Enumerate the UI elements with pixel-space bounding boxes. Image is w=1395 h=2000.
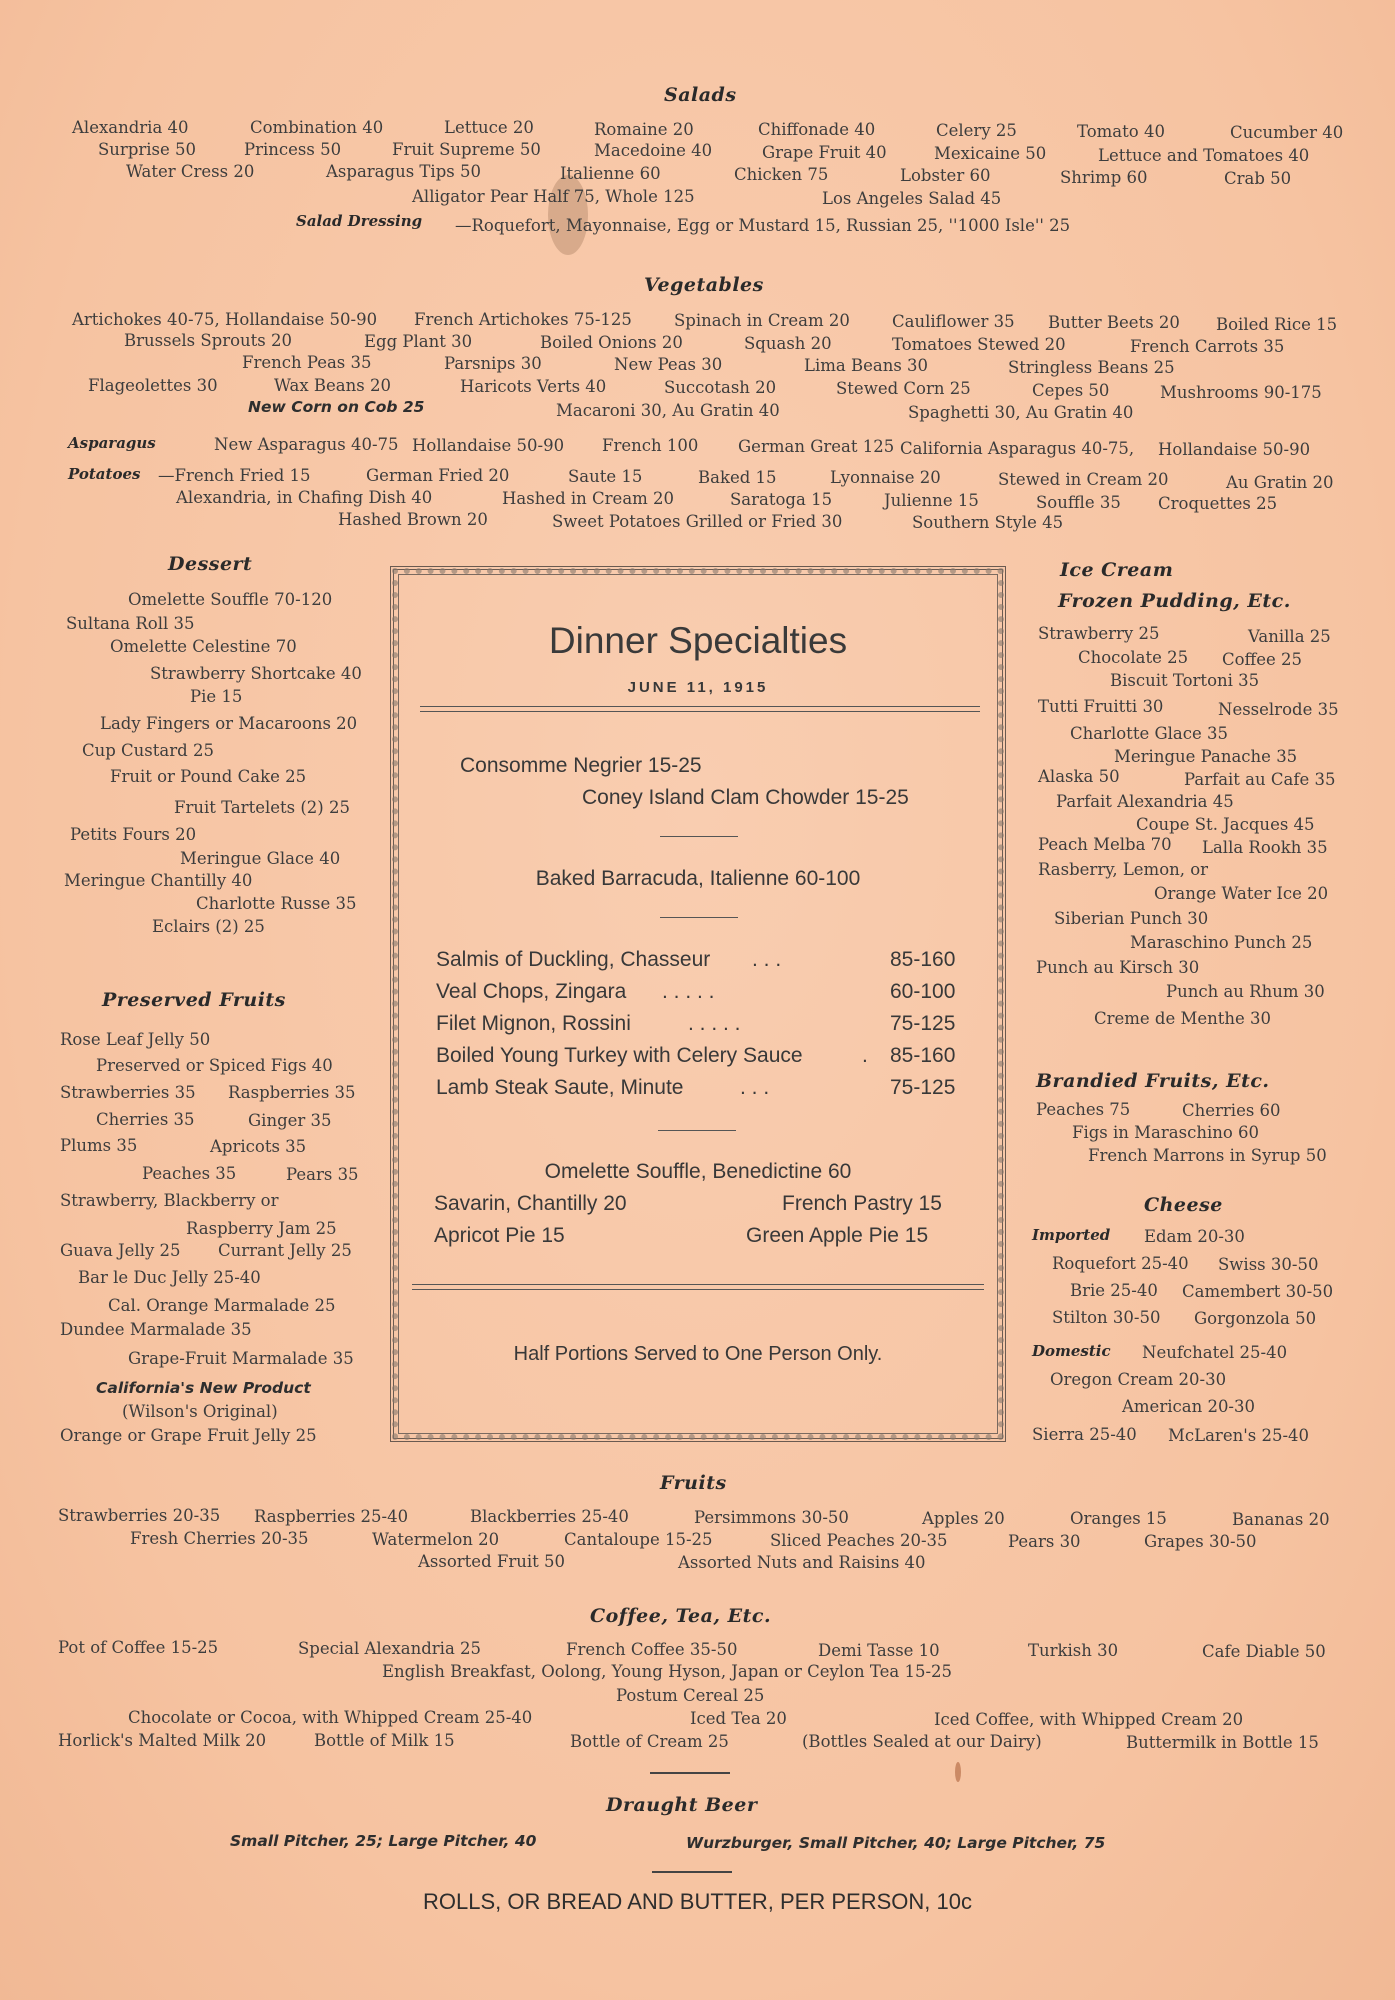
dessert-item: Fruit Tartelets (2) 25 (174, 798, 350, 817)
vegetable-item: New Peas 30 (614, 355, 723, 374)
salad-item: Chiffonade 40 (758, 120, 876, 139)
cheese-item: Gorgonzola 50 (1194, 1309, 1317, 1328)
brandied-fruits-heading: Brandied Fruits, Etc. (1036, 1070, 1270, 1092)
ice-cream-item: Parfait Alexandria 45 (1056, 792, 1234, 811)
divider (412, 1284, 984, 1285)
preserved-item: Strawberries 35 (60, 1083, 196, 1102)
preserved-item: Orange or Grape Fruit Jelly 25 (60, 1426, 317, 1445)
entree-dots: . . . (752, 948, 782, 971)
ice-cream-item: Punch au Kirsch 30 (1036, 958, 1200, 977)
fruit-item: Blackberries 25-40 (470, 1507, 629, 1526)
fruit-item: Assorted Fruit 50 (418, 1552, 565, 1571)
frozen-pudding-heading: Frozen Pudding, Etc. (1058, 590, 1291, 612)
cheese-item: American 20-30 (1122, 1397, 1256, 1416)
specialties-title: Dinner Specialties (548, 620, 848, 661)
entree-price: 60-100 (890, 980, 956, 1003)
salad-item: Celery 25 (936, 121, 1017, 140)
short-divider (650, 1772, 730, 1774)
preserved-item: Strawberry, Blackberry or (60, 1191, 279, 1210)
cheese-item: McLaren's 25-40 (1168, 1426, 1310, 1445)
cheese-item: Camembert 30-50 (1182, 1282, 1334, 1301)
divider (420, 706, 980, 707)
salad-item: Italienne 60 (560, 164, 661, 183)
fruit-item: Raspberries 25-40 (254, 1507, 409, 1526)
brandied-item: Figs in Maraschino 60 (1072, 1123, 1260, 1142)
entree-price: 85-160 (890, 948, 956, 971)
asparagus-item: Hollandaise 50-90 (1158, 440, 1311, 459)
potato-item: Au Gratin 20 (1226, 473, 1334, 492)
entree-dots: . (862, 1044, 868, 1067)
fruit-item: Sliced Peaches 20-35 (770, 1531, 948, 1550)
salad-item: Water Cress 20 (126, 162, 255, 181)
vegetable-item: Squash 20 (744, 334, 832, 353)
vegetable-item: Spinach in Cream 20 (674, 311, 850, 330)
vegetable-item: Parsnips 30 (444, 354, 542, 373)
preserved-fruits-heading: Preserved Fruits (102, 989, 286, 1011)
brandied-item: French Marrons in Syrup 50 (1088, 1146, 1327, 1165)
coffee-item: Postum Cereal 25 (616, 1686, 765, 1705)
asparagus-item: French 100 (602, 436, 699, 455)
special-dessert: Apricot Pie 15 (434, 1224, 565, 1247)
brandied-item: Cherries 60 (1182, 1101, 1281, 1120)
fruit-item: Cantaloupe 15-25 (564, 1530, 713, 1549)
cheese-item: Neufchatel 25-40 (1142, 1343, 1288, 1362)
salad-item: Macedoine 40 (594, 141, 713, 160)
ice-cream-item: Chocolate 25 (1078, 648, 1189, 667)
special-dessert: French Pastry 15 (782, 1192, 942, 1215)
cheese-item: Oregon Cream 20-30 (1050, 1370, 1227, 1389)
california-product: California's New Product (96, 1379, 311, 1397)
cheese-item: Brie 25-40 (1070, 1281, 1158, 1300)
salad-dressing-label: Salad Dressing (296, 212, 423, 230)
ice-cream-item: Peach Melba 70 (1038, 835, 1172, 854)
fruit-item: Fresh Cherries 20-35 (130, 1529, 309, 1548)
fruit-item: Strawberries 20-35 (58, 1506, 221, 1525)
ice-cream-item: Creme de Menthe 30 (1094, 1009, 1272, 1028)
dessert-item: Omelette Celestine 70 (110, 637, 297, 656)
potato-item: Baked 15 (698, 468, 777, 487)
asparagus-item: Hollandaise 50-90 (412, 436, 565, 455)
entree-dots: . . . (740, 1076, 770, 1099)
stain-mark (955, 1762, 961, 1782)
fruit-item: Grapes 30-50 (1144, 1532, 1257, 1551)
vegetable-item: Mushrooms 90-175 (1160, 383, 1322, 402)
entree-dots: . . . . . (662, 980, 715, 1003)
vegetable-item: Cauliflower 35 (892, 312, 1015, 331)
potato-item: German Fried 20 (366, 466, 510, 485)
salad-item: Princess 50 (244, 140, 342, 159)
coffee-item: Demi Tasse 10 (818, 1641, 940, 1660)
dessert-item: Sultana Roll 35 (66, 614, 195, 633)
coffee-item: Special Alexandria 25 (298, 1639, 482, 1658)
ice-cream-item: Strawberry 25 (1038, 624, 1160, 643)
coffee-item: Buttermilk in Bottle 15 (1126, 1733, 1319, 1752)
asparagus-item: German Great 125 (738, 437, 895, 456)
entree-name: Filet Mignon, Rossini (436, 1012, 631, 1035)
cheese-item: Swiss 30-50 (1218, 1255, 1319, 1274)
dessert-item: Meringue Chantilly 40 (64, 871, 253, 890)
preserved-item: Currant Jelly 25 (218, 1241, 352, 1260)
entree-name: Lamb Steak Saute, Minute (436, 1076, 684, 1099)
ice-cream-item: Orange Water Ice 20 (1154, 884, 1329, 903)
short-divider (660, 917, 738, 918)
salad-item: Los Angeles Salad 45 (822, 189, 1002, 208)
dessert-item: Charlotte Russe 35 (196, 894, 357, 913)
preserved-item: Pears 35 (286, 1165, 359, 1184)
fruit-item: Assorted Nuts and Raisins 40 (678, 1553, 926, 1572)
salad-item: Lobster 60 (900, 166, 991, 185)
preserved-item: Raspberries 35 (228, 1083, 356, 1102)
specialties-frame-inner (398, 574, 998, 1434)
salad-item: Lettuce and Tomatoes 40 (1098, 146, 1310, 165)
dessert-item: Cup Custard 25 (82, 741, 214, 760)
salad-item: Chicken 75 (734, 165, 829, 184)
vegetable-item: Boiled Onions 20 (540, 333, 683, 352)
fruit-item: Pears 30 (1008, 1532, 1081, 1551)
vegetable-item: Egg Plant 30 (364, 332, 473, 351)
wilson-original: (Wilson's Original) (122, 1402, 278, 1421)
potato-item: Stewed in Cream 20 (998, 470, 1169, 489)
vegetable-item: French Peas 35 (242, 353, 372, 372)
salad-item: Asparagus Tips 50 (326, 162, 481, 181)
vegetable-item: Boiled Rice 15 (1216, 315, 1338, 334)
preserved-item: Bar le Duc Jelly 25-40 (78, 1268, 261, 1287)
fruit-item: Watermelon 20 (372, 1530, 500, 1549)
vegetable-item: Cepes 50 (1032, 381, 1110, 400)
rolls-note: ROLLS, OR BREAD AND BUTTER, PER PERSON, 10c (423, 1889, 972, 1914)
salad-item: Combination 40 (250, 118, 384, 137)
dessert-item: Meringue Glace 40 (180, 849, 341, 868)
salad-item: Fruit Supreme 50 (392, 140, 541, 159)
coffee-item: Bottle of Milk 15 (314, 1731, 455, 1750)
salad-item: Shrimp 60 (1060, 168, 1148, 187)
potato-item: Sweet Potatoes Grilled or Fried 30 (552, 512, 843, 531)
ice-cream-item: Siberian Punch 30 (1054, 909, 1209, 928)
preserved-item: Peaches 35 (142, 1164, 237, 1183)
vegetable-item: Macaroni 30, Au Gratin 40 (556, 401, 780, 420)
potato-item: Saute 15 (568, 467, 643, 486)
ice-cream-item: Parfait au Cafe 35 (1184, 770, 1336, 789)
potatoes-label: Potatoes (68, 465, 141, 483)
vegetables-heading: Vegetables (644, 274, 764, 296)
preserved-item: Dundee Marmalade 35 (60, 1320, 252, 1339)
special-dessert: Savarin, Chantilly 20 (434, 1192, 627, 1215)
asparagus-item: California Asparagus 40-75, (900, 439, 1135, 458)
salad-item: Crab 50 (1224, 169, 1292, 188)
ice-cream-item: Tutti Fruitti 30 (1038, 697, 1164, 716)
preserved-item: Ginger 35 (248, 1111, 332, 1130)
potato-item: —French Fried 15 (158, 466, 311, 485)
cheese-item: Edam 20-30 (1144, 1227, 1245, 1246)
ice-cream-item: Meringue Panache 35 (1114, 747, 1298, 766)
vegetable-item: Lima Beans 30 (804, 356, 929, 375)
potato-item: Souffle 35 (1036, 493, 1121, 512)
coffee-tea-heading: Coffee, Tea, Etc. (590, 1605, 772, 1627)
dessert-heading: Dessert (168, 553, 253, 575)
short-divider (660, 836, 738, 837)
dessert-item: Eclairs (2) 25 (152, 917, 265, 936)
potato-item: Croquettes 25 (1158, 494, 1278, 513)
new-corn-special: New Corn on Cob 25 (248, 398, 425, 416)
coffee-item: Bottle of Cream 25 (570, 1732, 729, 1751)
ice-cream-heading: Ice Cream (1060, 559, 1174, 581)
fruit-item: Persimmons 30-50 (694, 1508, 849, 1527)
beer-item: Wurzburger, Small Pitcher, 40; Large Pitcher, 75 (686, 1834, 1106, 1852)
dessert-item: Pie 15 (190, 687, 243, 706)
draught-beer-heading: Draught Beer (606, 1794, 758, 1816)
vegetable-item: Stewed Corn 25 (836, 379, 971, 398)
preserved-item: Cherries 35 (96, 1110, 195, 1129)
dessert-item: Omelette Souffle 70-120 (128, 590, 333, 609)
salad-item: Romaine 20 (594, 120, 694, 139)
vegetable-item: Flageolettes 30 (88, 376, 218, 395)
special-dessert: Omelette Souffle, Benedictine 60 (544, 1160, 852, 1183)
preserved-item: Preserved or Spiced Figs 40 (96, 1056, 333, 1075)
ice-cream-item: Charlotte Glace 35 (1070, 724, 1228, 743)
ice-cream-item: Biscuit Tortoni 35 (1110, 671, 1260, 690)
salad-dressing-text: —Roquefort, Mayonnaise, Egg or Mustard 15, Russian 25, ''1000 Isle'' 25 (455, 216, 1071, 235)
salad-item: Cucumber 40 (1230, 123, 1344, 142)
ice-cream-item: Nesselrode 35 (1218, 700, 1339, 719)
ice-cream-item: Coupe St. Jacques 45 (1136, 815, 1315, 834)
ice-cream-item: Maraschino Punch 25 (1130, 933, 1313, 952)
cheese-heading: Cheese (1144, 1194, 1223, 1216)
cheese-item: Roquefort 25-40 (1052, 1254, 1189, 1273)
salad-item: Tomato 40 (1077, 122, 1165, 141)
vegetable-item: Wax Beans 20 (274, 376, 391, 395)
vegetable-item: Succotash 20 (664, 378, 777, 397)
coffee-item: (Bottles Sealed at our Dairy) (802, 1732, 1042, 1751)
fruits-heading: Fruits (660, 1472, 727, 1494)
potato-item: Saratoga 15 (730, 490, 833, 509)
short-divider (658, 1130, 736, 1131)
entree-name: Salmis of Duckling, Chasseur (436, 948, 711, 971)
salad-item: Alligator Pear Half 75, Whole 125 (412, 187, 695, 206)
domestic-label: Domestic (1032, 1342, 1111, 1360)
ice-cream-item: Vanilla 25 (1248, 627, 1331, 646)
divider (412, 1289, 984, 1290)
vegetable-item: French Carrots 35 (1130, 337, 1285, 356)
vegetable-item: Spaghetti 30, Au Gratin 40 (908, 403, 1134, 422)
coffee-item: Pot of Coffee 15-25 (58, 1638, 219, 1657)
coffee-item: Chocolate or Cocoa, with Whipped Cream 25-40 (128, 1708, 533, 1727)
preserved-item: Plums 35 (60, 1136, 138, 1155)
brandied-item: Peaches 75 (1036, 1100, 1131, 1119)
preserved-item: Cal. Orange Marmalade 25 (108, 1296, 336, 1315)
special-fish: Baked Barracuda, Italienne 60-100 (535, 867, 861, 890)
dessert-item: Lady Fingers or Macaroons 20 (100, 714, 358, 733)
cheese-item: Stilton 30-50 (1052, 1308, 1161, 1327)
dessert-item: Strawberry Shortcake 40 (150, 664, 362, 683)
salads-heading: Salads (664, 84, 737, 106)
vegetable-item: Stringless Beans 25 (1008, 358, 1175, 377)
vegetable-item: Tomatoes Stewed 20 (892, 335, 1066, 354)
entree-price: 85-160 (890, 1044, 956, 1067)
vegetable-item: Brussels Sprouts 20 (124, 331, 292, 350)
potato-item: Hashed Brown 20 (338, 510, 488, 529)
potato-item: Alexandria, in Chafing Dish 40 (176, 488, 433, 507)
vegetable-item: Butter Beets 20 (1048, 313, 1180, 332)
dessert-item: Petits Fours 20 (70, 825, 197, 844)
special-dessert: Green Apple Pie 15 (746, 1224, 929, 1247)
fruit-item: Bananas 20 (1232, 1510, 1330, 1529)
preserved-item: Grape-Fruit Marmalade 35 (128, 1349, 354, 1368)
ice-cream-item: Rasberry, Lemon, or (1038, 860, 1209, 879)
ice-cream-item: Coffee 25 (1222, 650, 1303, 669)
vegetable-item: Artichokes 40-75, Hollandaise 50-90 (72, 310, 378, 329)
entree-name: Veal Chops, Zingara (436, 980, 627, 1003)
half-portions-note: Half Portions Served to One Person Only. (513, 1343, 883, 1365)
cheese-item: Sierra 25-40 (1032, 1425, 1137, 1444)
potato-item: Hashed in Cream 20 (502, 489, 675, 508)
coffee-item: French Coffee 35-50 (566, 1640, 738, 1659)
vegetable-item: French Artichokes 75-125 (414, 310, 632, 329)
ice-cream-item: Lalla Rookh 35 (1202, 838, 1328, 857)
special-soup: Coney Island Clam Chowder 15-25 (582, 786, 909, 809)
entree-name: Boiled Young Turkey with Celery Sauce (436, 1044, 803, 1067)
dessert-item: Fruit or Pound Cake 25 (110, 767, 307, 786)
salad-item: Alexandria 40 (72, 118, 189, 137)
preserved-item: Guava Jelly 25 (60, 1241, 181, 1260)
ice-cream-item: Punch au Rhum 30 (1166, 982, 1325, 1001)
entree-price: 75-125 (890, 1076, 956, 1099)
asparagus-label: Asparagus (68, 434, 156, 452)
preserved-item: Rose Leaf Jelly 50 (60, 1030, 211, 1049)
coffee-item: Turkish 30 (1028, 1641, 1119, 1660)
potato-item: Lyonnaise 20 (830, 468, 941, 487)
vegetable-item: Haricots Verts 40 (460, 377, 607, 396)
ice-cream-item: Alaska 50 (1038, 767, 1120, 786)
coffee-item: English Breakfast, Oolong, Young Hyson, Japan or Ceylon Tea 15-25 (382, 1662, 953, 1681)
salad-item: Mexicaine 50 (934, 144, 1047, 163)
entree-dots: . . . . . (688, 1012, 741, 1035)
coffee-item: Horlick's Malted Milk 20 (58, 1731, 267, 1750)
fruit-item: Oranges 15 (1070, 1509, 1167, 1528)
coffee-item: Cafe Diable 50 (1202, 1642, 1326, 1661)
special-soup: Consomme Negrier 15-25 (460, 754, 702, 777)
salad-item: Surprise 50 (98, 140, 197, 159)
potato-item: Julienne 15 (884, 491, 979, 510)
asparagus-item: New Asparagus 40-75 (214, 435, 399, 454)
entree-price: 75-125 (890, 1012, 956, 1035)
divider (420, 711, 980, 712)
preserved-item: Raspberry Jam 25 (186, 1219, 337, 1238)
imported-label: Imported (1032, 1226, 1111, 1244)
potato-item: Southern Style 45 (912, 513, 1064, 532)
preserved-item: Apricots 35 (210, 1137, 307, 1156)
coffee-item: Iced Tea 20 (690, 1709, 787, 1728)
salad-item: Grape Fruit 40 (762, 143, 887, 162)
beer-item: Small Pitcher, 25; Large Pitcher, 40 (230, 1832, 537, 1850)
salad-item: Lettuce 20 (444, 118, 534, 137)
short-divider (652, 1871, 732, 1873)
fruit-item: Apples 20 (922, 1509, 1005, 1528)
coffee-item: Iced Coffee, with Whipped Cream 20 (934, 1710, 1244, 1729)
specialties-date: JUNE 11, 1915 (627, 679, 769, 696)
